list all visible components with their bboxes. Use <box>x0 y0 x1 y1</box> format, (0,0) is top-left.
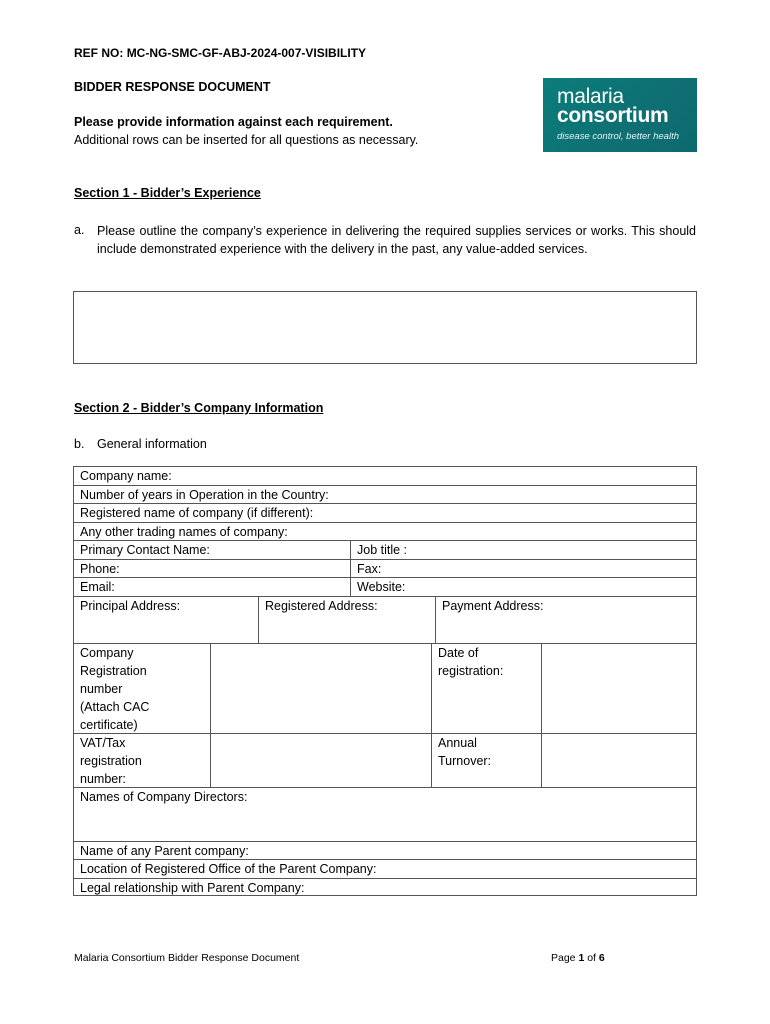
phone-label: Phone: <box>80 562 120 576</box>
annual-turnover-line: Annual <box>438 736 477 750</box>
registered-name-label: Registered name of company (if different): <box>80 506 314 520</box>
logo-line2: consortium <box>557 104 669 127</box>
malaria-consortium-logo <box>543 78 697 152</box>
primary-contact-label: Primary Contact Name: <box>80 543 210 557</box>
section1-heading: Section 1 - Bidder’s Experience <box>74 186 261 200</box>
page-prefix: Page <box>551 952 576 964</box>
job-title-cell[interactable] <box>350 540 696 559</box>
annual-turnover-label-cell <box>431 733 541 787</box>
question-b-letter: b. <box>74 437 85 451</box>
principal-address-label: Principal Address: <box>80 599 181 613</box>
company-info-table <box>73 466 697 896</box>
job-title-label: Job title : <box>357 543 408 557</box>
reference-number <box>74 46 366 60</box>
website-label: Website: <box>357 580 406 594</box>
date-registration-line: registration: <box>438 664 504 678</box>
logo-tagline: disease control, better health <box>557 131 679 142</box>
years-operation-label: Number of years in Operation in the Country: <box>80 488 329 502</box>
document-title: BIDDER RESPONSE DOCUMENT <box>74 80 271 94</box>
primary-contact-cell[interactable] <box>73 540 350 559</box>
annual-turnover-line: Turnover: <box>438 754 492 768</box>
date-registration-label-cell <box>431 643 541 733</box>
footer-page-number <box>551 952 605 964</box>
question-b-text: General information <box>97 437 207 451</box>
page-of: of <box>587 952 596 964</box>
company-registration-line: (Attach CAC <box>80 700 150 714</box>
vat-tax-line: VAT/Tax <box>80 736 126 750</box>
payment-address-label: Payment Address: <box>442 599 544 613</box>
ref-label: REF NO: <box>74 46 124 60</box>
parent-location-row[interactable] <box>73 859 696 878</box>
page-total: 6 <box>598 952 605 964</box>
date-registration-line: Date of <box>438 646 479 660</box>
vat-tax-line: number: <box>80 772 126 786</box>
fax-cell[interactable] <box>350 559 696 577</box>
company-registration-line: number <box>80 682 123 696</box>
parent-relationship-row[interactable] <box>73 878 696 896</box>
ref-value: MC-NG-SMC-GF-ABJ-2024-007-VISIBILITY <box>126 46 367 60</box>
question-a-letter: a. <box>74 223 85 237</box>
instruction-normal: Additional rows can be inserted for all questions as necessary. <box>74 133 419 147</box>
registered-address-label: Registered Address: <box>265 599 378 613</box>
directors-cell[interactable] <box>73 787 696 841</box>
company-registration-line: Registration <box>80 664 147 678</box>
directors-label: Names of Company Directors: <box>80 790 248 804</box>
company-registration-line: Company <box>80 646 134 660</box>
company-name-row[interactable] <box>73 466 696 485</box>
logo-line1: malaria <box>557 85 624 108</box>
vat-tax-line: registration <box>80 754 142 768</box>
date-registration-value-cell[interactable] <box>541 643 696 733</box>
parent-company-label: Name of any Parent company: <box>80 844 249 858</box>
vat-tax-label-cell <box>73 733 210 787</box>
email-cell[interactable] <box>73 577 350 596</box>
company-registration-line: certificate) <box>80 718 138 732</box>
payment-address-cell[interactable] <box>435 596 696 643</box>
experience-answer-box[interactable] <box>73 291 697 364</box>
company-registration-value-cell[interactable] <box>210 643 431 733</box>
fax-label: Fax: <box>357 562 382 576</box>
parent-location-label: Location of Registered Office of the Parent Company: <box>80 862 377 876</box>
parent-company-row[interactable] <box>73 841 696 859</box>
trading-names-row[interactable] <box>73 522 696 540</box>
email-label: Email: <box>80 580 115 594</box>
annual-turnover-value-cell[interactable] <box>541 733 696 787</box>
parent-relationship-label: Legal relationship with Parent Company: <box>80 881 305 895</box>
vat-tax-value-cell[interactable] <box>210 733 431 787</box>
registered-address-cell[interactable] <box>258 596 435 643</box>
instruction-bold: Please provide information against each requirement. <box>74 115 393 129</box>
years-operation-row[interactable] <box>73 485 696 503</box>
company-registration-label-cell <box>73 643 210 733</box>
section2-heading: Section 2 - Bidder’s Company Information <box>74 401 324 415</box>
principal-address-cell[interactable] <box>73 596 258 643</box>
trading-names-label: Any other trading names of company: <box>80 525 288 539</box>
footer-document-name: Malaria Consortium Bidder Response Document <box>74 952 300 964</box>
page-current: 1 <box>578 952 585 964</box>
registered-name-row[interactable] <box>73 503 696 522</box>
question-a-text: Please outline the company’s experience in delivering the required supplies services or works. This should include demonstrated experience with the delivery in the past, any value-added services. <box>97 224 696 256</box>
company-name-label: Company name: <box>80 469 172 483</box>
website-cell[interactable] <box>350 577 696 596</box>
phone-cell[interactable] <box>73 559 350 577</box>
